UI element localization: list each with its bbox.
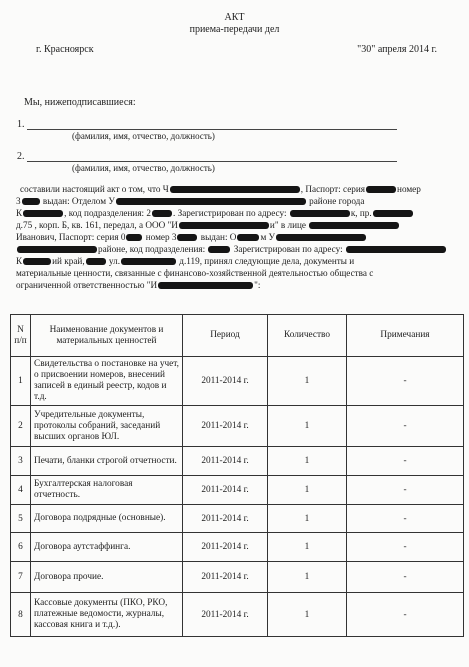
row-number: 1	[11, 357, 31, 406]
header-period: Период	[183, 315, 268, 357]
para-text: д.119, принял следующие дела, документы и	[179, 256, 355, 266]
signer-line-1	[17, 119, 27, 130]
redaction-mark	[121, 258, 176, 265]
table-row	[11, 357, 464, 406]
row-number: 3	[11, 447, 31, 476]
transfer-table	[10, 314, 464, 637]
row-number: 6	[11, 533, 31, 562]
signature-underline	[27, 161, 397, 162]
table-row	[11, 505, 464, 533]
row-note: -	[347, 562, 464, 593]
row-name: Учредительные документы, протоколы собраний, заседаний высших органов ЮЛ.	[31, 406, 183, 447]
signer-hint-2: (фамилия, имя, отчество, должность)	[72, 163, 215, 173]
signer-line-2	[17, 151, 27, 162]
signer-hint-1: (фамилия, имя, отчество, должность)	[72, 131, 215, 141]
row-name: Договора прочие.	[31, 562, 183, 593]
row-quantity: 1	[268, 533, 347, 562]
para-text: , Паспорт: серия	[300, 184, 366, 194]
para-text: Иванович, Паспорт: серия 0	[16, 232, 126, 242]
signer-number: 2.	[17, 151, 25, 162]
signature-underline	[27, 129, 397, 130]
redaction-mark	[23, 258, 51, 265]
table-row	[11, 406, 464, 447]
table-row	[11, 476, 464, 505]
redaction-mark	[22, 198, 40, 205]
row-note: -	[347, 357, 464, 406]
para-text: номер	[397, 184, 421, 194]
redaction-mark	[179, 222, 269, 229]
row-quantity: 1	[268, 562, 347, 593]
row-period: 2011-2014 г.	[183, 447, 268, 476]
row-note: -	[347, 447, 464, 476]
row-note: -	[347, 593, 464, 637]
para-text: материальные ценности, связанные с финансово-хозяйственной деятельностью общества с	[16, 268, 374, 278]
redaction-mark	[158, 282, 253, 289]
redaction-mark	[177, 234, 197, 241]
row-note: -	[347, 505, 464, 533]
header-notes: Примечания	[347, 315, 464, 357]
row-period: 2011-2014 г.	[183, 562, 268, 593]
table-row	[11, 562, 464, 593]
row-number: 5	[11, 505, 31, 533]
redaction-mark	[170, 186, 300, 193]
redaction-mark	[116, 198, 306, 205]
table-header-row	[11, 315, 464, 357]
para-text: ий край,	[52, 256, 85, 266]
para-text: районе города	[309, 196, 365, 206]
row-number: 4	[11, 476, 31, 505]
row-number: 2	[11, 406, 31, 447]
row-note: -	[347, 533, 464, 562]
redaction-mark	[17, 246, 97, 253]
para-text: ул.	[108, 256, 120, 266]
redaction-mark	[290, 210, 350, 217]
row-quantity: 1	[268, 505, 347, 533]
row-period: 2011-2014 г.	[183, 505, 268, 533]
para-text: ограниченной ответственностью "И	[16, 280, 158, 290]
redaction-mark	[86, 258, 106, 265]
row-period: 2011-2014 г.	[183, 593, 268, 637]
row-name: Договора аутстаффинга.	[31, 533, 183, 562]
para-text: номер 3	[145, 232, 177, 242]
document-date: "30" апреля 2014 г.	[357, 44, 437, 55]
para-text: ":	[254, 280, 261, 290]
row-quantity: 1	[268, 447, 347, 476]
para-text: м У	[260, 232, 276, 242]
redaction-mark	[346, 246, 446, 253]
row-note: -	[347, 406, 464, 447]
para-text: к, пр.	[350, 208, 372, 218]
row-name: Бухгалтерская налоговая отчетность.	[31, 476, 183, 505]
row-quantity: 1	[268, 593, 347, 637]
row-name: Печати, бланки строгой отчетности.	[31, 447, 183, 476]
redaction-mark	[373, 210, 413, 217]
row-period: 2011-2014 г.	[183, 476, 268, 505]
signer-number: 1.	[17, 119, 25, 130]
row-quantity: 1	[268, 357, 347, 406]
para-text: и" в лице	[269, 220, 307, 230]
redaction-mark	[126, 234, 142, 241]
para-text: Зарегистрирован по адресу:	[233, 244, 343, 254]
table-row	[11, 593, 464, 637]
city: г. Красноярск	[36, 44, 94, 55]
redaction-mark	[208, 246, 230, 253]
row-name: Договора подрядные (основные).	[31, 505, 183, 533]
row-quantity: 1	[268, 406, 347, 447]
document-title: АКТ	[224, 12, 245, 23]
row-period: 2011-2014 г.	[183, 533, 268, 562]
act-paragraph	[16, 183, 456, 291]
row-quantity: 1	[268, 476, 347, 505]
para-text: выдан: О	[200, 232, 237, 242]
para-text: районе, код подразделения:	[98, 244, 206, 254]
para-text: . Зарегистрирован по адресу:	[173, 208, 287, 218]
para-text: К	[16, 256, 23, 266]
table-row	[11, 447, 464, 476]
para-text: 3	[16, 196, 21, 206]
redaction-mark	[309, 222, 399, 229]
table-row	[11, 533, 464, 562]
document-subtitle: приема-передачи дел	[189, 24, 280, 35]
row-number: 8	[11, 593, 31, 637]
row-period: 2011-2014 г.	[183, 357, 268, 406]
header-name: Наименование документов и материальных ценностей	[31, 315, 183, 357]
row-name: Свидетельства о постановке на учет, о присвоении номеров, внесений записей в единый реестр, кодов и т.д.	[31, 357, 183, 406]
para-text: выдан: Отделом У	[42, 196, 115, 206]
row-note: -	[347, 476, 464, 505]
row-number: 7	[11, 562, 31, 593]
redaction-mark	[276, 234, 366, 241]
intro-text: Мы, нижеподписавшиеся:	[24, 97, 136, 108]
para-text: , код подразделения: 2	[64, 208, 152, 218]
row-name: Кассовые документы (ПКО, РКО, платежные ведомости, журналы, кассовая книга и т.д.).	[31, 593, 183, 637]
header-quantity: Количество	[268, 315, 347, 357]
para-text: составили настоящий акт о том, что Ч	[20, 184, 169, 194]
header-number: N п/п	[11, 315, 31, 357]
para-text: К	[16, 208, 23, 218]
redaction-mark	[366, 186, 396, 193]
redaction-mark	[237, 234, 259, 241]
para-text: д.75 , корп. Б, кв. 161, передал, а ООО "И	[16, 220, 178, 230]
redaction-mark	[23, 210, 63, 217]
redaction-mark	[152, 210, 172, 217]
row-period: 2011-2014 г.	[183, 406, 268, 447]
